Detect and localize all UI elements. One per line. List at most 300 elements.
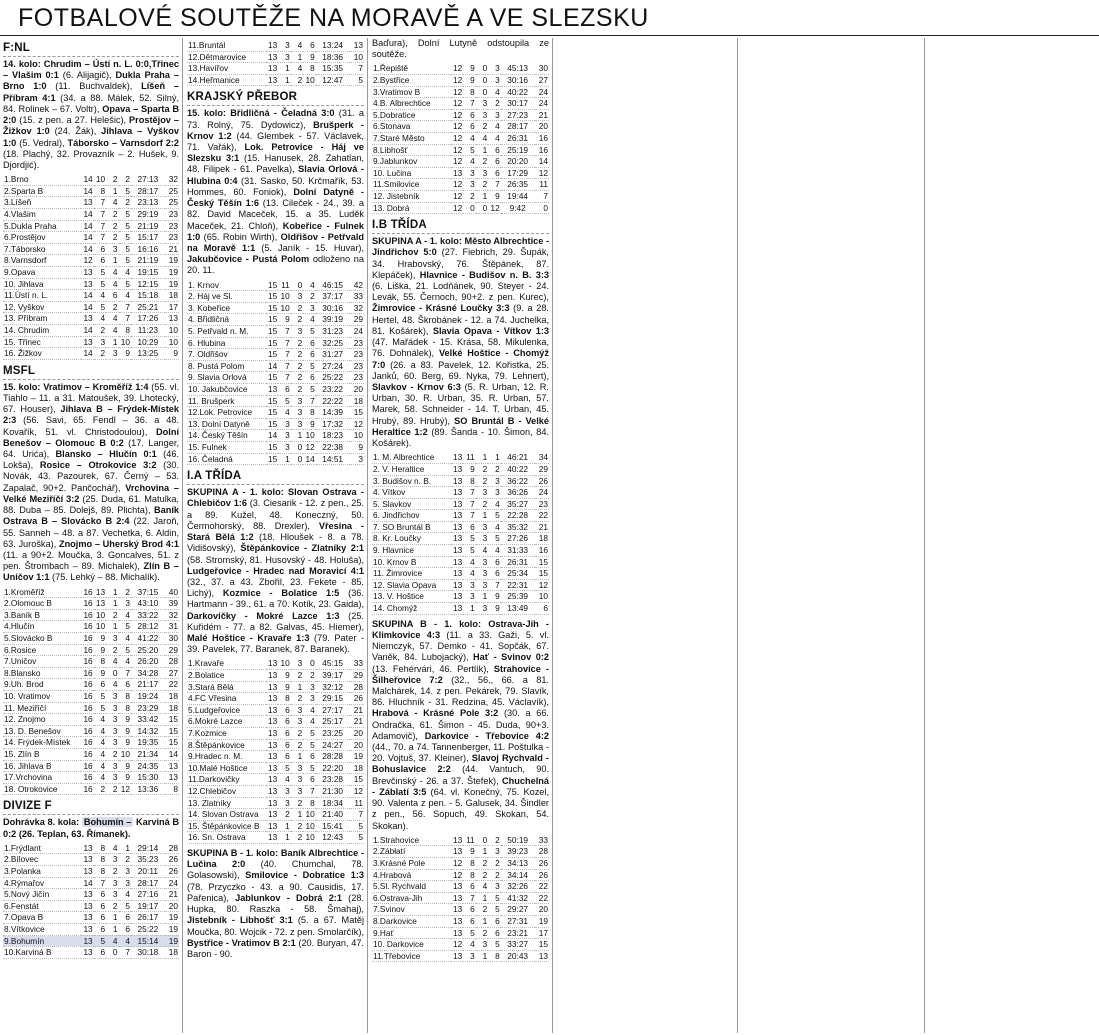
table-row: [187, 360, 364, 372]
losses: 4: [303, 314, 316, 326]
losses: 4: [119, 656, 131, 668]
match-detail-text: (25. Duda, 61. Matulka, 88. Duba – 85. Dolejš, 89. Plichta),: [3, 493, 179, 516]
team-name: 11.Darkovičky: [187, 774, 266, 786]
points: 29: [350, 670, 364, 682]
games-played: 13: [451, 475, 464, 487]
score: 35:23: [131, 854, 165, 866]
losses: 6: [488, 156, 501, 168]
score: 40:22: [501, 86, 535, 98]
match-detail-text: (13. Cileček - 24., 39. a 82. David Maceček, 15. a 35. Luděk Maceček, 21. Chloň),: [187, 198, 364, 231]
points: 7: [350, 63, 364, 75]
games-played: 13: [266, 762, 279, 774]
match-detail-text: (22. Jaroň, 55. Sanneh – 48. a 87. Vechetka, 6. Aldin, 63. Juroška),: [3, 516, 179, 549]
points: 24: [535, 487, 549, 499]
points: 17: [535, 927, 549, 939]
points: 31: [165, 621, 179, 633]
games-played: 14: [81, 174, 93, 185]
match-detail-text: (78. Przyczko - 43. a 90. Causidis, 17. Pařenica),: [187, 881, 364, 903]
losses: 2: [488, 98, 501, 110]
games-played: 13: [266, 832, 279, 844]
score: 28:12: [131, 621, 165, 633]
score: 37:15: [131, 587, 165, 598]
games-played: 16: [81, 621, 93, 633]
draws: 3: [476, 167, 489, 179]
score: 13:24: [316, 40, 350, 51]
score: 22:38: [316, 441, 350, 453]
wins: 1: [278, 832, 291, 844]
draws: 2: [291, 693, 304, 705]
draws: 0: [291, 453, 304, 465]
losses: 7: [119, 667, 131, 679]
table-row: [372, 167, 549, 179]
losses: 10: [303, 430, 316, 442]
match-result-bold: Jihlava B – Frýdek-Místek 2:3: [3, 404, 179, 426]
score: 50:19: [501, 835, 535, 846]
games-played: 13: [81, 889, 93, 901]
wins: 9: [463, 75, 476, 87]
points: 20: [350, 384, 364, 396]
points: 16: [535, 545, 549, 557]
points: 13: [535, 950, 549, 962]
table-row: [372, 892, 549, 904]
score: 40:22: [501, 463, 535, 475]
team-name: 12. Znojmo: [3, 714, 81, 726]
losses: 5: [303, 762, 316, 774]
table-row: [187, 280, 364, 291]
points: 21: [350, 704, 364, 716]
wins: 2: [463, 190, 476, 202]
games-played: 16: [81, 748, 93, 760]
match-result-bold: Třinec – Vlašim 0:1: [3, 59, 179, 81]
draws: 2: [106, 301, 118, 313]
match-result-bold: Zlín B – Uničov 1:1: [3, 561, 179, 583]
points: 22: [535, 881, 549, 893]
losses: 4: [119, 266, 131, 278]
games-played: 16: [81, 714, 93, 726]
score: 12:15: [131, 278, 165, 290]
match-result-bold: Slavkov - Krnov 6:3: [372, 382, 461, 393]
losses: 3: [119, 598, 131, 610]
points: 15: [535, 568, 549, 580]
losses: 10: [119, 748, 131, 760]
table-row: [372, 179, 549, 191]
draws: 3: [106, 702, 118, 714]
points: 32: [165, 174, 179, 185]
team-name: 13. D. Benešov: [3, 725, 81, 737]
table-row: [187, 693, 364, 705]
match-detail-text: (56. Savi, 65. Fendl – 36. a 48. Kovařík, 51. vl. Christodoulou),: [3, 415, 179, 437]
match-result-bold: Hlavnice - Budišov n. B. 3:3: [419, 269, 549, 280]
losses: 5: [119, 208, 131, 220]
table-row: [3, 644, 179, 656]
wins: 13: [94, 598, 106, 610]
wins: 3: [463, 950, 476, 962]
match-detail-text: (9. a 28. Hertel, 48. Škrobánek - 12. a 74. Juchelka, 81. Košárek),: [372, 303, 549, 336]
match-result-bold: Opava – Sparta B 2:0: [3, 103, 179, 126]
team-name: 7.Svinov: [372, 904, 451, 916]
points: 42: [350, 280, 364, 291]
games-played: 13: [266, 51, 279, 63]
score: 19:44: [501, 190, 535, 202]
wins: 5: [94, 266, 106, 278]
table-row: [372, 927, 549, 939]
match-result-bold: Brušperk - Krnov 1:2: [187, 119, 364, 141]
score: 39:23: [501, 846, 535, 858]
table-row: [187, 820, 364, 832]
match-detail-text: (44., 70. a 74. Tannenberger, 11. Poštulka - 20. Vojtuš, 37. Kleiner),: [372, 742, 549, 764]
team-name: 6.Fenstát: [3, 900, 81, 912]
wins: 3: [463, 591, 476, 603]
losses: 6: [119, 912, 131, 924]
wins: 9: [94, 644, 106, 656]
losses: 6: [303, 372, 316, 384]
wins: 3: [94, 336, 106, 348]
points: 19: [535, 915, 549, 927]
losses: 3: [303, 681, 316, 693]
draws: 1: [106, 598, 118, 610]
draws: 4: [291, 40, 304, 51]
points: 32: [350, 302, 364, 314]
team-name: 2.Olomouc B: [3, 598, 81, 610]
games-played: 13: [451, 521, 464, 533]
games-played: 15: [266, 302, 279, 314]
wins: 8: [94, 843, 106, 854]
match-detail-text: (5. Vedral),: [16, 137, 68, 148]
wins: 9: [278, 670, 291, 682]
wins: 7: [94, 220, 106, 232]
wins: 6: [463, 109, 476, 121]
table-row: [3, 865, 179, 877]
draws: 3: [291, 407, 304, 419]
table-row: [187, 418, 364, 430]
score: 21:40: [316, 809, 350, 821]
losses: 4: [488, 521, 501, 533]
score: 23:22: [316, 384, 350, 396]
games-played: 12: [451, 857, 464, 869]
games-played: 14: [266, 430, 279, 442]
score: 28:17: [131, 185, 165, 197]
draws: 4: [291, 63, 304, 75]
score: 15:18: [131, 290, 165, 302]
losses: 4: [303, 280, 316, 291]
points: 20: [350, 739, 364, 751]
points: 13: [165, 772, 179, 784]
table-row: [372, 510, 549, 522]
table-row: [372, 75, 549, 87]
team-name: 12. Jistebník: [372, 190, 451, 202]
score: 46:21: [501, 452, 535, 463]
table-row: [3, 900, 179, 912]
points: 28: [350, 681, 364, 693]
games-played: 13: [266, 774, 279, 786]
games-played: 15: [266, 418, 279, 430]
games-played: 13: [451, 568, 464, 580]
team-name: 6.Rosice: [3, 644, 81, 656]
column-5: [739, 38, 925, 1033]
losses: 7: [303, 786, 316, 798]
team-name: 2.Zábłatí: [372, 846, 451, 858]
draws: 1: [476, 190, 489, 202]
draws: 1: [476, 510, 489, 522]
team-name: 5.Sl. Rychvald: [372, 881, 451, 893]
losses: 9: [488, 190, 501, 202]
losses: 2: [119, 854, 131, 866]
match-detail-text: (17. Langer, 64. Urića),: [3, 437, 179, 460]
team-name: 16. Jihlava B: [3, 760, 81, 772]
team-name: 2. Háj ve Sl.: [187, 291, 266, 303]
table-row: [3, 633, 179, 645]
table-row: [372, 144, 549, 156]
games-played: 13: [266, 40, 279, 51]
score: 30:16: [316, 302, 350, 314]
match-result-bold: Bystřice - Vratimov B 2:1: [187, 937, 296, 948]
points: 15: [350, 407, 364, 419]
divize-report: [3, 817, 179, 839]
match-result-bold: 15. kolo: Břidličná - Čeladná 3:0: [187, 108, 335, 119]
table-row: [187, 739, 364, 751]
draws: 1: [476, 950, 489, 962]
games-played: 13: [451, 950, 464, 962]
table-row: [3, 854, 179, 866]
column-1: [0, 38, 183, 1033]
games-played: 15: [266, 326, 279, 338]
points: 15: [165, 737, 179, 749]
draws: 4: [106, 656, 118, 668]
table-row: [3, 587, 179, 598]
section-heading-krajsky-prebor: KRAJSKÝ PŘEBOR: [187, 90, 364, 106]
team-name: 7.Uničov: [3, 656, 81, 668]
draws: 4: [106, 843, 118, 854]
draws: 3: [476, 109, 489, 121]
draws: 3: [106, 348, 118, 360]
games-played: 16: [81, 760, 93, 772]
losses: 8: [119, 702, 131, 714]
games-played: 13: [451, 579, 464, 591]
score: 12:43: [316, 832, 350, 844]
wins: 3: [278, 441, 291, 453]
table-row: [3, 725, 179, 737]
team-name: 9.Hradec n. M.: [187, 751, 266, 763]
match-detail-text: (44. Glembek - 57. Václavek, 71. Vařák),: [187, 130, 364, 153]
table-row: [372, 568, 549, 580]
points: 29: [535, 463, 549, 475]
games-played: 14: [266, 360, 279, 372]
team-name: 13. Dobrá: [372, 202, 451, 214]
games-played: 14: [81, 243, 93, 255]
wins: 3: [463, 179, 476, 191]
points: 7: [535, 190, 549, 202]
games-played: 16: [81, 783, 93, 795]
points: 20: [535, 904, 549, 916]
table-row: [372, 857, 549, 869]
losses: 1: [119, 843, 131, 854]
draws: 3: [291, 762, 304, 774]
draws: 1: [291, 809, 304, 821]
table-row: [372, 487, 549, 499]
table-row: [372, 846, 549, 858]
games-played: 13: [266, 739, 279, 751]
wins: 2: [94, 324, 106, 336]
losses: 3: [488, 881, 501, 893]
team-name: 11.Bruntál: [187, 40, 266, 51]
score: 25:17: [316, 716, 350, 728]
wins: 6: [463, 904, 476, 916]
wins: 6: [463, 881, 476, 893]
match-detail-text: (36. Hartmann - 39., 61. a 70. Kotík, 23. Gaida),: [187, 588, 364, 610]
draws: 4: [106, 679, 118, 691]
points: 6: [535, 603, 549, 615]
losses: 5: [303, 326, 316, 338]
losses: 5: [488, 904, 501, 916]
losses: 4: [488, 121, 501, 133]
team-name: 7.Opava B: [3, 912, 81, 924]
wins: 11: [278, 280, 291, 291]
match-result-bold: Vřesina - Stará Bělá 1:2: [187, 520, 364, 543]
team-name: 3. Budišov n. B.: [372, 475, 451, 487]
losses: 4: [119, 290, 131, 302]
score: 17:26: [131, 313, 165, 325]
score: 22:28: [501, 510, 535, 522]
match-result-bold: Hať - Svinov 0:2: [473, 652, 549, 663]
losses: 9: [488, 591, 501, 603]
wins: 10: [278, 302, 291, 314]
score: 27:13: [131, 174, 165, 185]
table-row: [372, 556, 549, 568]
table-row: [372, 63, 549, 74]
table-row: [3, 935, 179, 947]
team-name: 14. Český Těšín: [187, 430, 266, 442]
table-row: [3, 691, 179, 703]
draws: 2: [106, 609, 118, 621]
losses: 5: [119, 900, 131, 912]
team-name: 8.Vítkovice: [3, 923, 81, 935]
losses: 9: [119, 772, 131, 784]
table-row: [3, 290, 179, 302]
losses: 5: [119, 220, 131, 232]
score: 28:17: [501, 121, 535, 133]
team-name: 2.Bystřice: [372, 75, 451, 87]
wins: 4: [463, 939, 476, 951]
team-name: 10. Jakubčovice: [187, 384, 266, 396]
team-name: 1.Frýdlant: [3, 843, 81, 854]
games-played: 13: [266, 786, 279, 798]
draws: 0: [291, 280, 304, 291]
score: 17:32: [316, 418, 350, 430]
score: 24:35: [131, 760, 165, 772]
score: 30:18: [131, 947, 165, 959]
losses: 2: [488, 869, 501, 881]
games-played: 13: [451, 603, 464, 615]
wins: 4: [94, 290, 106, 302]
games-played: 13: [81, 266, 93, 278]
points: 9: [165, 348, 179, 360]
wins: 6: [94, 679, 106, 691]
table-row: [372, 950, 549, 962]
points: 25: [165, 185, 179, 197]
draws: 3: [291, 418, 304, 430]
match-result-bold: Štěpánkovice - Zlatníky 2:1: [240, 543, 364, 554]
wins: 3: [278, 51, 291, 63]
games-played: 13: [81, 336, 93, 348]
table-row: [187, 395, 364, 407]
games-played: 13: [266, 809, 279, 821]
table-row: [187, 372, 364, 384]
match-detail-text: (6. Liška, 21. Lodňánek, 90. Steyer - 24. Levák, 55. Černoch, 90+2. z pen. Kurec),: [372, 281, 549, 303]
losses: 7: [488, 179, 501, 191]
losses: 6: [488, 927, 501, 939]
points: 17: [165, 301, 179, 313]
team-name: 3.Stará Bělá: [187, 681, 266, 693]
losses: 5: [488, 510, 501, 522]
table-row: [3, 667, 179, 679]
losses: 2: [488, 835, 501, 846]
wins: 8: [94, 865, 106, 877]
team-name: 14. Chomýž: [372, 603, 451, 615]
wins: 5: [463, 927, 476, 939]
losses: 9: [119, 725, 131, 737]
team-name: 16. Sn. Ostrava: [187, 832, 266, 844]
team-name: 14. Slovan Ostrava: [187, 809, 266, 821]
score: 30:17: [501, 98, 535, 110]
team-name: 8.Darkovice: [372, 915, 451, 927]
losses: 5: [488, 939, 501, 951]
match-result-bold: Líšeň – Příbram 4:1: [3, 81, 179, 103]
wins: 1: [278, 820, 291, 832]
match-result-bold: Strahovice - Šilheřovice 7:2: [372, 663, 549, 685]
wins: 6: [278, 728, 291, 740]
match-detail-text: (79. Pater - 39. Pavelek, 77. Baranek, 87. Baranek).: [187, 633, 365, 655]
team-name: 3.Vratimov B: [372, 86, 451, 98]
games-played: 13: [266, 704, 279, 716]
team-name: 10. Lučina: [372, 167, 451, 179]
score: 17:29: [501, 167, 535, 179]
draws: 3: [291, 786, 304, 798]
match-detail-text: (40. Chumchal, 78. Golasowski),: [187, 859, 364, 881]
games-played: 13: [451, 915, 464, 927]
team-name: 11.Třebovice: [372, 950, 451, 962]
table-row: [187, 314, 364, 326]
points: 33: [350, 291, 364, 303]
losses: 4: [119, 935, 131, 947]
table-row: [372, 463, 549, 475]
team-name: 4.Hrabová: [372, 869, 451, 881]
losses: 7: [119, 301, 131, 313]
games-played: 13: [81, 923, 93, 935]
wins: 10: [278, 291, 291, 303]
wins: 3: [463, 579, 476, 591]
team-name: 12.Chlebičov: [187, 786, 266, 798]
draws: 2: [476, 179, 489, 191]
draws: 0: [291, 441, 304, 453]
points: 25: [165, 197, 179, 209]
points: 21: [350, 716, 364, 728]
score: 31:23: [316, 326, 350, 338]
draws: 4: [106, 324, 118, 336]
wins: 6: [94, 900, 106, 912]
match-detail-text: (11. a 33. Gaži, 5. vl. Niemczyk, 57. Demko - 41. Sopčák, 67. Vaněk, 84. Lubojacký),: [372, 629, 549, 663]
score: 18:36: [316, 51, 350, 63]
table-row: [3, 783, 179, 795]
games-played: 13: [266, 728, 279, 740]
losses: 3: [303, 302, 316, 314]
match-result-bold: Baník Ostrava B – Slovácko B 2:4: [3, 505, 179, 527]
ib-trida-group-a-report: [372, 236, 549, 449]
score: 28:28: [316, 751, 350, 763]
match-result-bold: Jistebník - Libhošť 3:1: [187, 915, 293, 926]
losses: 5: [119, 644, 131, 656]
match-result-bold: SKUPINA B - 1. kolo: Ostrava-Jih - Klimkovice 4:3: [372, 618, 549, 640]
games-played: 15: [266, 314, 279, 326]
